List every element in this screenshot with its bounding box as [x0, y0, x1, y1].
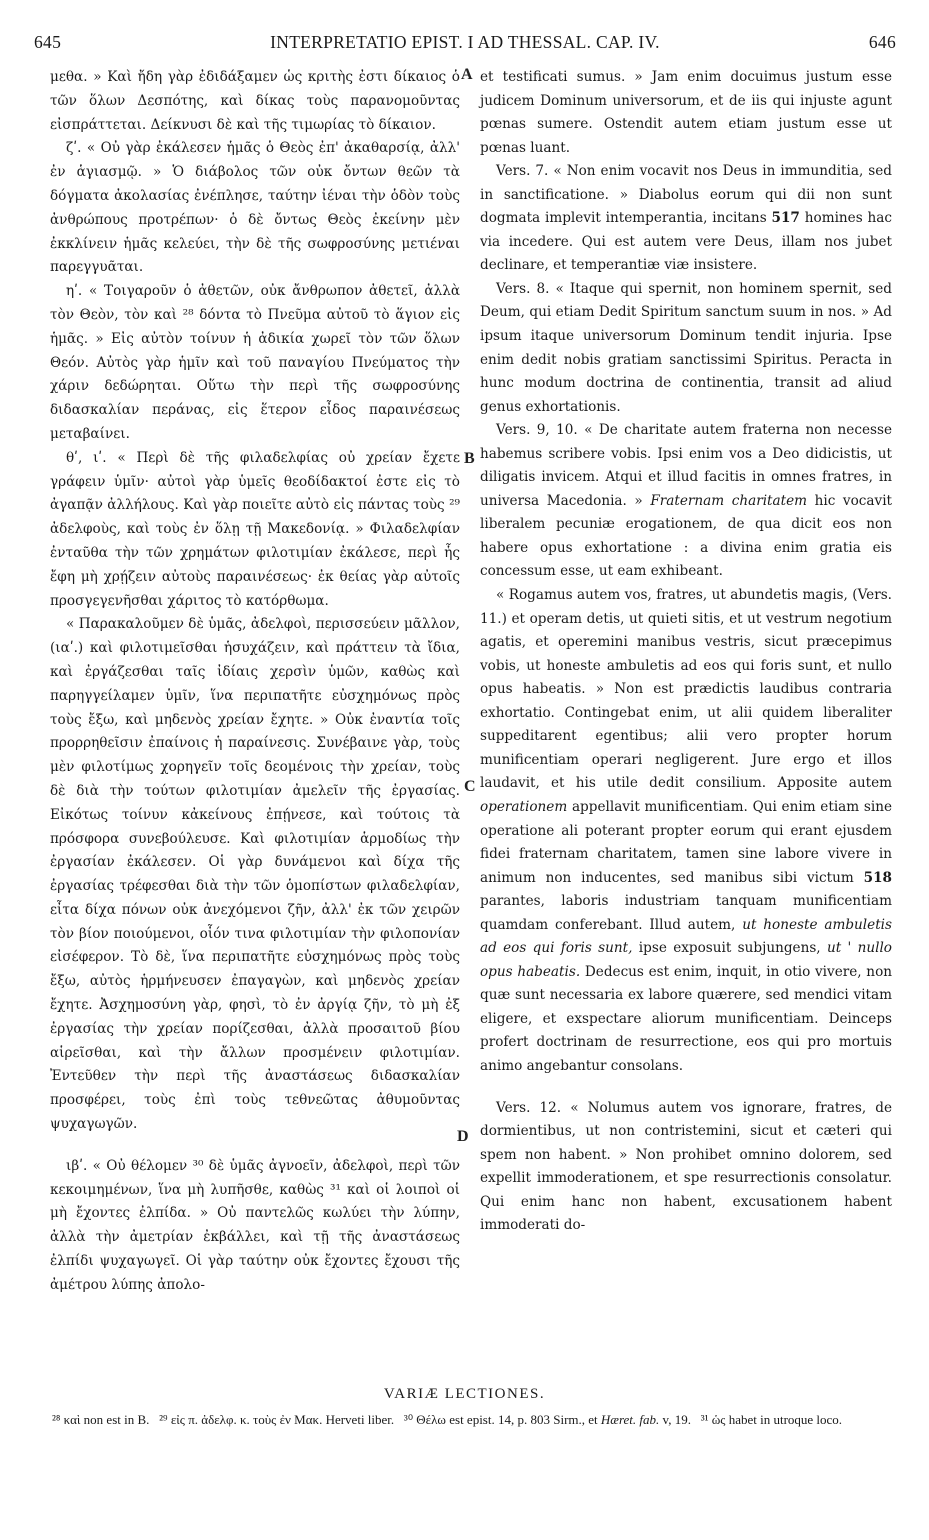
latin-paragraph: Vers. 8. « Itaque qui spernit, non hominem spernit, sed Deum, qui etiam Dedit Spiritum sanctum suum in nos. » Ad ipsum itaque universorum Dominum tendit injuria. Ipse enim dedit nobis gratiam sanctissimi Spiritus. Peracta in hunc modum doctrina de continentia, transit ad aliud genus exhortationis.: [480, 280, 892, 415]
page-number-left: 645: [34, 32, 62, 52]
greek-paragraph: μεθα. » Καὶ ἤδη γὰρ ἐδιδάξαμεν ὡς κριτὴς ἐστι δίκαιος ὁ τῶν ὅλων Δεσπότης, καὶ δίκας τοὺς παρανομοῦντας εἰσπράττεται. Δείκνυσι δὲ καὶ τῆς τιμωρίας τὸ δίκαιον.: [50, 69, 460, 133]
verse-heading: Vers. 7.: [496, 163, 549, 180]
latin-column: [480, 66, 892, 1238]
margin-letter-d: D: [457, 1128, 469, 1145]
running-title: INTERPRETATIO EPIST. I AD THESSAL. CAP. IV.: [270, 32, 660, 52]
footnote: ³⁰ Θέλω est epist. 14, p. 803 Sirm., et Hæret. fab. v, 19.: [403, 1412, 691, 1427]
verse-heading: Vers. 9, 10.: [496, 422, 578, 439]
latin-paragraph: « Rogamus autem vos, fratres, ut abundetis magis, (Vers. 11.) et operam detis, ut quieti sitis, et ut vestrum negotium agatis, et operemini manibus vestris, sicut præcepimus vobis, ut honeste ambuletis ad eos qui foris sunt, et nullo opus habeatis. » Non est prædictis laudibus contraria exhortatio. Contingebat enim, ut alii quidem liberaliter suppeditarent egentibus; alii vero propter horum munificentiam operari negligerent. Jure ergo et illos laudavit, et his utile dedit consilium. Apposite autem operationem appellavit munificentiam. Qui enim etiam sine operatione ali poterant propter eorum qui erant ejusdem fidei fraternam charitatem, tamen sine labore vivere in animum non inducentes, sed manibus sibi victum 518 parantes, laboris industriam tanquam munificentiam quamdam conferebant. Illud autem, ut honeste ambuletis ad eos qui foris sunt, ipse exposuit subjungens, ut ' nullo opus habeatis. Dedecus est enim, inquit, in otio vivere, non quæ sunt necessaria ex labore quærere, sed mendici vitam eligere, et exspectare aliorum munificentiam. Deinceps profert doctrinam de resurrectione, eos qui pro mortuis animo angebantur consolans.: [480, 587, 893, 1074]
verse-heading: Vers. 8.: [496, 280, 550, 297]
latin-paragraph: Vers. 7. « Non enim vocavit nos Deus in immunditia, sed in sanctificatione. » Diabolus eorum qui dii non sunt dogmata implevit intemperantia, incitans 517 homines hac via incedere. Qui est autem vere Deus, illam nos jubet declinare, et temperantiæ viæ insistere.: [480, 163, 893, 274]
latin-paragraph: Vers. 9, 10. « De charitate autem fraterna non necesse habemus scribere vobis. Ipsi enim vos a Deo didicistis, ut diligatis invicem. Atqui et illud facitis in omnes fratres, in universa Macedonia. » Fraternam charitatem hic vocavit liberalem pecuniæ erogationem, de qua dicit eos non habere opus exhortatione : a divina enim gratia eis concessum esse, ut eam exhibeant.: [480, 422, 893, 580]
footnote: ³¹ ὡς habet in utroque loco.: [700, 1412, 843, 1427]
greek-paragraph: ιβʹ. « Οὐ θέλομεν ³⁰ δὲ ὑμᾶς ἀγνοεῖν, ἀδελφοὶ, περὶ τῶν κεκοιμημένων, ἵνα μὴ λυπῆσθε, καθὼς ³¹ καὶ οἱ λοιποὶ οἱ μὴ ἔχοντες ἐλπίδα. » Οὐ παντελῶς κωλύει τὴν λύπην, ἀλλὰ τὴν ἀμετρίαν ἐκβάλλει, καὶ τῇ τῆς ἀναστάσεως ἐλπίδι ψυχαγωγεῖ. Οἱ γὰρ ταύτην οὐκ ἔχοντες ἔχουσι τῆς ἀμέτρου λύπης ἀπολο-: [50, 1157, 460, 1293]
running-header: [34, 32, 896, 56]
column-number: 517: [771, 210, 800, 227]
page-number-right: 646: [868, 32, 896, 52]
greek-paragraph: ζʹ. « Οὐ γὰρ ἐκάλεσεν ἡμᾶς ὁ Θεὸς ἐπ' ἀκαθαρσίᾳ, ἀλλ' ἐν ἁγιασμῷ. » Ὁ διάβολος τῶν οὐκ ὄντων θεῶν τὰ δόγματα ἀκολασίας ἐνέπλησε, ταύτην ἰέναι τὴν ὁδὸν τοὺς ἀνθρώπους προτρέπων· ὁ δὲ ὄντως Θεὸς ἐκείνην μὲν ἐκκλίνειν ἡμᾶς κελεύει, τὴν δὲ τῆς σωφροσύνης μετιέναι παρεγγυᾶται.: [50, 140, 460, 276]
latin-paragraph: Vers. 12. « Nolumus autem vos ignorare, fratres, de dormientibus, ut non contristemini, sicut et cæteri qui spem non habent. » Non prohibet omnino dolorem, sed expellit immoderationem, et spe resurrectionis consolatur. Qui enim hanc non habent, excusationem habent immoderati do-: [480, 1099, 892, 1234]
latin-paragraph: et testificati sumus. » Jam enim docuimus justum esse judicem Dominum universorum, et de iis qui injuste agunt pœnas sumere. Ostendit autem etiam justum esse ut pœnas luant.: [480, 69, 892, 156]
greek-column: [50, 66, 460, 1298]
verse-heading: Vers. 12.: [496, 1099, 562, 1116]
variae-lectiones-heading: VARIÆ LECTIONES.: [383, 1386, 546, 1402]
footnotes: [52, 1410, 904, 1429]
footnote: ²⁸ καὶ non est in B.: [52, 1412, 150, 1427]
greek-paragraph: θʹ, ιʹ. « Περὶ δὲ τῆς φιλαδελφίας οὐ χρείαν ἔχετε γράφειν ὑμῖν· αὐτοὶ γὰρ ὑμεῖς θεοδίδακτοί ἐστε εἰς τὸ ἀγαπᾷν ἀλλήλους. Καὶ γὰρ ποιεῖτε αὐτὸ εἰς πάντας τοὺς ²⁹ ἀδελφοὺς, καὶ τοὺς ἐν ὅλῃ τῇ Μακεδονίᾳ. » Φιλαδελφίαν ἐνταῦθα τὴν τῶν χρημάτων φιλοτιμίαν ἐκάλεσε, περὶ ἧς ἔφη μὴ χρῄζειν αὐτοὺς παραινέσεως· ἐκ θείας γὰρ αὐτοῖς προσγεγενῆσθαι χάριτος τὸ κατόρθωμα.: [50, 449, 460, 609]
margin-letter-c: C: [464, 778, 476, 795]
margin-letter-a: A: [461, 66, 473, 83]
greek-paragraph: « Παρακαλοῦμεν δὲ ὑμᾶς, ἀδελφοὶ, περισσεύειν μᾶλλον, (ιαʹ.) καὶ φιλοτιμεῖσθαι ἡσυχάζειν, καὶ πράττειν τὰ ἴδια, καὶ ἐργάζεσθαι ταῖς ἰδίαις χερσὶν ὑμῶν, καθὼς καὶ παρηγγείλαμεν ὑμῖν, ἵνα περιπατῆτε εὐσχημόνως πρὸς τοὺς ἔξω, καὶ μηδενὸς χρείαν ἔχητε. » Οὐκ ἐναντία τοῖς προρρηθεῖσιν ἐπαίνοις ἡ παραίνεσις. Συνέβαινε γὰρ, τοὺς μὲν φιλοτίμως χορηγεῖν τοῖς δεομένοις τὴν χρείαν, τοὺς δὲ διὰ τὴν τούτων φιλοτιμίαν ἀμελεῖν τῆς ἐργασίας. Εἰκότως τοίνυν κἀκείνους ἐπῄνεσε, καὶ τούτοις τὰ πρόσφορα συνεβούλευσε. Καὶ φιλοτιμίαν ἁρμοδίως τὴν ἐργασίαν ἐκάλεσεν. Οἱ γὰρ δυνάμενοι καὶ δίχα τῆς ἐργασίας τρέφεσθαι διὰ τὴν τῶν ὁμοπίστων φιλαδελφίαν, εἶτα δίχα πόνων οὐκ ἀνεχόμενοι ζῆν, ἀλλ' ἐκ τῶν χειρῶν τὸν βίον ποιούμενοι, οἷόν τινα φιλοτιμίαν τὴν φιλοπονίαν εἰσέφερον. Τὸ δὲ, ἵνα περιπατῆτε εὐσχημόνως πρὸς τοὺς ἔξω, αὐτὸς ἡρμήνευσεν ἐπαγαγὼν, καὶ μηδενὸς χρείαν ἔχητε. Ἀσχημοσύνη γὰρ, φησὶ, τὸ ἐν ἀργίᾳ ζῆν, τὸ μὴ ἐξ ἐργασίας τὴν χρείαν πορίζεσθαι, ἀλλὰ προσαιτοῦ βίου αἱρεῖσθαι, καὶ τὴν ἄλλων προσμένειν φιλοτιμίαν. Ἐντεῦθεν τὴν περὶ τῆς ἀναστάσεως διδασκαλίαν προσφέρει, τοὺς ἐπὶ τοὺς τεθνεῶτας ἀθυμοῦντας ψυχαγωγῶν.: [50, 616, 460, 1133]
column-number: 518: [863, 869, 892, 886]
footnote: ²⁹ εἰς π. ἀδελφ. κ. τοὺς ἐν Μακ. Herveti liber.: [159, 1412, 395, 1427]
margin-letter-b: B: [464, 450, 475, 467]
greek-paragraph: ηʹ. « Τοιγαροῦν ὁ ἀθετῶν, οὐκ ἄνθρωπον ἀθετεῖ, ἀλλὰ τὸν Θεὸν, τὸν καὶ ²⁸ δόντα τὸ Πνεῦμα αὐτοῦ τὸ ἅγιον εἰς ἡμᾶς. » Εἰς αὐτὸν τοίνυν ἡ ἀδικία χωρεῖ τὸν τῶν ὅλων Θεόν. Αὐτὸς γὰρ ἡμῖν καὶ τοῦ παναγίου Πνεύματος τὴν χάριν δεδώρηται. Οὕτω τὴν περὶ τῆς σωφροσύνης διδασκαλίαν περάνας, εἰς ἕτερον εἶδος παραινέσεως μεταβαίνει.: [50, 283, 460, 442]
